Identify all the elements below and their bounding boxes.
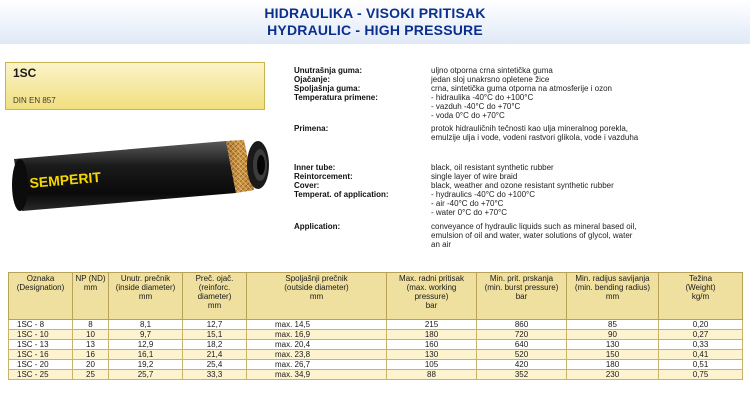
value-temperature-sr: - vazduh -40°C do +70°C bbox=[431, 102, 521, 111]
hose-image bbox=[12, 135, 272, 225]
header-working-pressure: Max. radni pritisak (max. working pressure) bar bbox=[387, 273, 477, 320]
cell-reinforcement-diameter: 12,7 bbox=[183, 320, 247, 330]
value-reinforcement-en: single layer of wire braid bbox=[431, 172, 518, 181]
value-temperature-en: - air -40°C do +70°C bbox=[431, 199, 504, 208]
value-application-en: an air bbox=[431, 240, 452, 249]
cell-bending-radius: 150 bbox=[567, 350, 659, 360]
value-cover-en: black, weather and ozone resistant synthetic rubber bbox=[431, 181, 614, 190]
cell-working-pressure: 88 bbox=[387, 370, 477, 380]
cell-weight: 0,51 bbox=[659, 360, 743, 370]
cell-designation: 1SC - 13 bbox=[9, 340, 73, 350]
cell-bending-radius: 90 bbox=[567, 330, 659, 340]
cell-bending-radius: 230 bbox=[567, 370, 659, 380]
cell-inside-diameter: 19,2 bbox=[109, 360, 183, 370]
cell-reinforcement-diameter: 25,4 bbox=[183, 360, 247, 370]
cell-bending-radius: 130 bbox=[567, 340, 659, 350]
cell-burst-pressure: 860 bbox=[477, 320, 567, 330]
cell-burst-pressure: 720 bbox=[477, 330, 567, 340]
header-designation: Oznaka (Designation) bbox=[9, 273, 73, 320]
cell-reinforcement-diameter: 33,3 bbox=[183, 370, 247, 380]
specs-table bbox=[8, 272, 743, 380]
cell-outside-diameter: max. 26,7 bbox=[247, 360, 387, 370]
label-cover-sr: Spoljašnja guma: bbox=[294, 84, 361, 93]
table-row bbox=[9, 330, 743, 340]
value-reinforcement-sr: jedan sloj unakrsno opletene žice bbox=[431, 75, 550, 84]
table-row bbox=[9, 350, 743, 360]
table-row bbox=[9, 370, 743, 380]
label-inner-tube-en: Inner tube: bbox=[294, 163, 336, 172]
cell-nominal-diameter: 20 bbox=[73, 360, 109, 370]
value-application-sr: protok hidrauličnih tečnosti kao ulja mineralnog porekla, bbox=[431, 124, 628, 133]
value-cover-sr: crna, sintetička guma otporna na atmosferije i ozon bbox=[431, 84, 612, 93]
header-reinforcement-diameter: Preč. ojač. (reinforc. diameter) mm bbox=[183, 273, 247, 320]
cell-weight: 0,20 bbox=[659, 320, 743, 330]
header-weight: Težina (Weight) kg/m bbox=[659, 273, 743, 320]
cell-reinforcement-diameter: 18,2 bbox=[183, 340, 247, 350]
cell-reinforcement-diameter: 21,4 bbox=[183, 350, 247, 360]
label-application-sr: Primena: bbox=[294, 124, 329, 133]
cell-outside-diameter: max. 20,4 bbox=[247, 340, 387, 350]
product-standard: DIN EN 857 bbox=[13, 96, 56, 105]
cell-burst-pressure: 420 bbox=[477, 360, 567, 370]
cell-working-pressure: 130 bbox=[387, 350, 477, 360]
header-nominal-diameter: NP (ND) mm bbox=[73, 273, 109, 320]
product-tag bbox=[5, 62, 265, 110]
header-burst-pressure: Min. prit. prskanja (min. burst pressure) bar bbox=[477, 273, 567, 320]
cell-nominal-diameter: 25 bbox=[73, 370, 109, 380]
title-serbian: HIDRAULIKA - VISOKI PRITISAK bbox=[264, 5, 486, 21]
value-temperature-sr: - voda 0°C do +70°C bbox=[431, 111, 505, 120]
cell-working-pressure: 180 bbox=[387, 330, 477, 340]
cell-nominal-diameter: 10 bbox=[73, 330, 109, 340]
value-temperature-en: - water 0°C do +70°C bbox=[431, 208, 507, 217]
cell-reinforcement-diameter: 15,1 bbox=[183, 330, 247, 340]
table-row bbox=[9, 320, 743, 330]
cell-bending-radius: 180 bbox=[567, 360, 659, 370]
label-temperature-en: Temperat. of application: bbox=[294, 190, 389, 199]
title-english: HYDRAULIC - HIGH PRESSURE bbox=[267, 22, 483, 38]
hose-inner-tube bbox=[247, 141, 269, 189]
cell-weight: 0,41 bbox=[659, 350, 743, 360]
cell-nominal-diameter: 8 bbox=[73, 320, 109, 330]
cell-designation: 1SC - 8 bbox=[9, 320, 73, 330]
label-temperature-sr: Temperatura primene: bbox=[294, 93, 378, 102]
cell-weight: 0,27 bbox=[659, 330, 743, 340]
value-temperature-en: - hydraulics -40°C do +100°C bbox=[431, 190, 536, 199]
cell-bending-radius: 85 bbox=[567, 320, 659, 330]
page-header bbox=[0, 0, 750, 44]
cell-working-pressure: 105 bbox=[387, 360, 477, 370]
cell-burst-pressure: 640 bbox=[477, 340, 567, 350]
table-header-row bbox=[9, 273, 743, 320]
cell-weight: 0,33 bbox=[659, 340, 743, 350]
label-application-en: Application: bbox=[294, 222, 341, 231]
cell-nominal-diameter: 13 bbox=[73, 340, 109, 350]
product-code: 1SC bbox=[13, 66, 37, 80]
cell-nominal-diameter: 16 bbox=[73, 350, 109, 360]
header-bending-radius: Min. radijus savijanja (min. bending radius) mm bbox=[567, 273, 659, 320]
cell-burst-pressure: 352 bbox=[477, 370, 567, 380]
cell-inside-diameter: 25,7 bbox=[109, 370, 183, 380]
cell-outside-diameter: max. 23,8 bbox=[247, 350, 387, 360]
cell-weight: 0,75 bbox=[659, 370, 743, 380]
label-inner-tube-sr: Unutrašnja guma: bbox=[294, 66, 363, 75]
cell-outside-diameter: max. 34,9 bbox=[247, 370, 387, 380]
table-row bbox=[9, 360, 743, 370]
cell-inside-diameter: 8,1 bbox=[109, 320, 183, 330]
table-row bbox=[9, 340, 743, 350]
cell-inside-diameter: 9,7 bbox=[109, 330, 183, 340]
cell-working-pressure: 160 bbox=[387, 340, 477, 350]
header-outside-diameter: Spoljašnji prečnik (outside diameter) mm bbox=[247, 273, 387, 320]
cell-designation: 1SC - 25 bbox=[9, 370, 73, 380]
cell-inside-diameter: 16,1 bbox=[109, 350, 183, 360]
header-inside-diameter: Unutr. prečnik (inside diameter) mm bbox=[109, 273, 183, 320]
label-reinforcement-sr: Ojačanje: bbox=[294, 75, 331, 84]
cell-working-pressure: 215 bbox=[387, 320, 477, 330]
value-inner-tube-sr: uljno otporna crna sintetička guma bbox=[431, 66, 553, 75]
value-application-en: conveyance of hydraulic liquids such as mineral based oil, bbox=[431, 222, 637, 231]
label-cover-en: Cover: bbox=[294, 181, 320, 190]
cell-outside-diameter: max. 14,5 bbox=[247, 320, 387, 330]
cell-outside-diameter: max. 16,9 bbox=[247, 330, 387, 340]
cell-designation: 1SC - 10 bbox=[9, 330, 73, 340]
value-application-en: emulsion of oil and water, water solutions of glycol, water bbox=[431, 231, 633, 240]
hose-brand-print: SEMPERIT bbox=[28, 168, 102, 191]
value-temperature-sr: - hidraulika -40°C do +100°C bbox=[431, 93, 534, 102]
cell-burst-pressure: 520 bbox=[477, 350, 567, 360]
value-inner-tube-en: black, oil resistant synthetic rubber bbox=[431, 163, 554, 172]
value-application-sr: emulzije ulja i vode, vodeni rastvori glikola, vode i vazduha bbox=[431, 133, 639, 142]
label-reinforcement-en: Reintorcement: bbox=[294, 172, 353, 181]
cell-designation: 1SC - 16 bbox=[9, 350, 73, 360]
cell-inside-diameter: 12,9 bbox=[109, 340, 183, 350]
cell-designation: 1SC - 20 bbox=[9, 360, 73, 370]
